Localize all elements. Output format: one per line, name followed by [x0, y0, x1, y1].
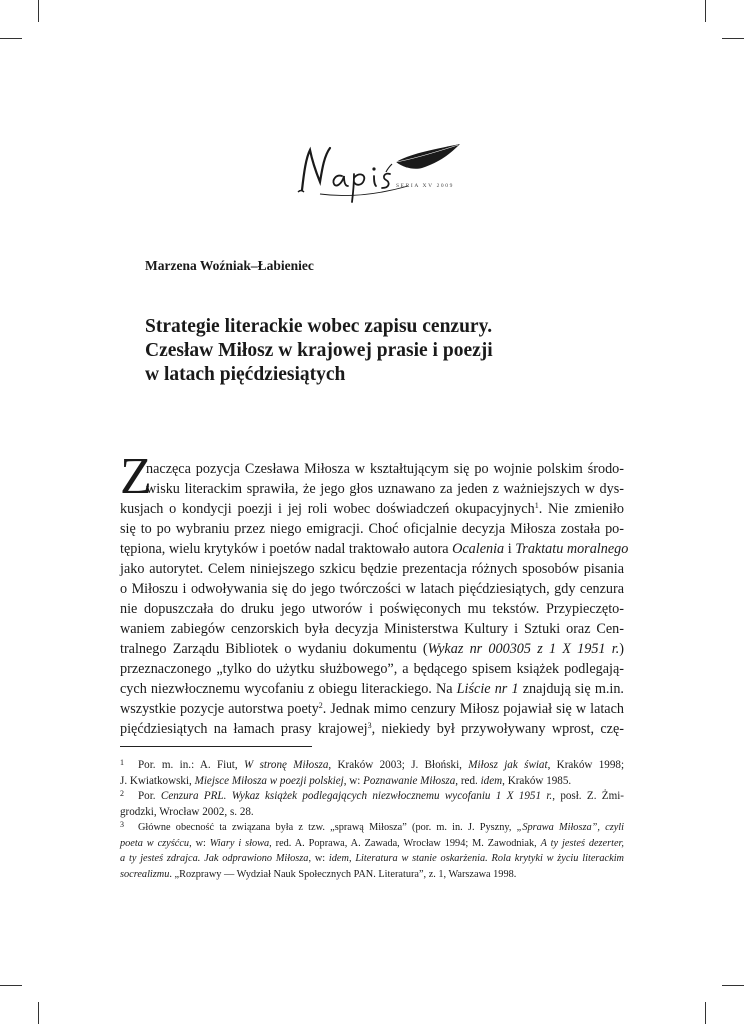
footnote-ref: 2 — [318, 701, 323, 710]
body-line: się to po wybraniu przez niego emigracji. Choć oficjalnie decyzja Miłosza została po- — [120, 521, 624, 537]
body-line: o Miłoszu i odwoływania się do jego twórczości w latach pięćdziesiątych, gdy cenzura — [120, 581, 624, 597]
title-line: Strategie literackie wobec zapisu cenzury. — [145, 316, 493, 337]
footnote-line: a ty jesteś zdrajca. Jak odprawiono Miłosza, w: idem, Literatura w stanie oskarżenia. Rola krytyki w życiu literackim — [120, 853, 624, 864]
body-line: kusjach o kondycji poezji i jej roli wobec doświadczeń okupacyjnych$^1$. Nie zmieniło — [120, 501, 624, 517]
napis-wordmark — [290, 132, 470, 212]
napis-logo — [290, 132, 470, 212]
body-line: przeznaczonego „tylko do użytku służbowego”, a będącego spisem książek podlegają- — [120, 661, 624, 677]
author-name: Marzena Woźniak–Łabieniec — [145, 258, 314, 273]
article-title — [145, 315, 605, 387]
crop-mark — [722, 985, 744, 986]
drop-cap: Z — [120, 448, 152, 505]
body-line: nie dopuszczała do druku jego utworów i poświęconych mu tekstów. Przypieczęto- — [120, 601, 624, 617]
body-line: wszystkie pozycje autorstwa poety$^2$. Jednak mimo cenzury Miłosz pojawiał się w latach — [120, 701, 624, 717]
body-line: naczęca pozycja Czesława Miłosza w kształtującym się po wojnie polskim środo- — [146, 461, 624, 477]
crop-mark — [722, 38, 744, 39]
footnote-rule — [120, 746, 312, 747]
crop-mark — [705, 1002, 706, 1024]
body-line: waniem zabiegów cenzorskich była decyzja Ministerstwa Kultury i Sztuki oraz Cen- — [120, 621, 624, 637]
crop-mark — [0, 985, 22, 986]
title-line: w latach pięćdziesiątych — [145, 364, 346, 385]
footnote-ref: 1 — [534, 501, 539, 510]
footnote-line: grodzki, Wrocław 2002, s. 28. — [120, 805, 254, 818]
crop-mark — [38, 0, 39, 22]
body-line: jako autorytet. Celem niniejszego szkicu będzie prezentacja różnych sposobów pisania — [120, 561, 624, 577]
title-line: Czesław Miłosz w krajowej prasie i poezji — [145, 340, 493, 361]
footnote-line: J. Kwiatkowski, Miejsce Miłosza w poezji polskiej, w: Poznawanie Miłosza, red. idem, Kraków 1985. — [120, 774, 572, 787]
footnote-line: poeta w czyśćcu, w: Wiary i słowa, red. A. Poprawa, A. Zawada, Wrocław 1994; M. Zawodniak, A ty jesteś dezerter, — [120, 837, 625, 849]
footnote-line: 2 Por. Cenzura PRL. Wykaz książek podlegających niezwłocznemu wycofaniu 1 X 1951 r., posł. Z. Żmi- — [120, 789, 624, 802]
footnote-line: socrealizmu. „Rozprawy — Wydział Nauk Społecznych PAN. Literatura”, z. 1, Warszawa 1998. — [120, 868, 517, 880]
body-line: wisku literackim sprawiła, że jego głos uznawano za jeden z ważniejszych w dys- — [146, 481, 624, 497]
series-label: SERIA XV 2009 — [396, 183, 454, 189]
crop-mark — [0, 38, 22, 39]
body-line: cych niezwłocznemu wycofaniu z obiegu literackiego. Na Liście nr 1 znajdują się m.in. — [120, 681, 624, 697]
footnotes — [120, 758, 624, 882]
footnote-line: 1 Por. m. in.: A. Fiut, W stronę Miłosza, Kraków 2003; J. Błoński, Miłosz jak świat, Kraków 1998; — [120, 758, 625, 771]
body-line: tralnego Zarządu Bibliotek o wydaniu dokumentu (Wykaz nr 000305 z 1 X 1951 r.) — [120, 641, 624, 657]
body-text — [120, 448, 629, 739]
body-line: pięćdziesiątych na łamach prasy krajowej$^3$, niekiedy był przywoływany wprost, czę- — [120, 721, 624, 737]
crop-mark — [705, 0, 706, 22]
footnote-line: 3 Główne obecność ta związana była z tzw. „sprawą Miłosza” (por. m. in. J. Pyszny, „Sprawa Miłosza”, czyli — [120, 820, 624, 833]
footnote-ref: 3 — [367, 721, 372, 730]
crop-mark — [38, 1002, 39, 1024]
body-line: tępiona, wielu krytyków i poetów nadal traktowało autora Ocalenia i Traktatu moralnego — [120, 541, 629, 557]
